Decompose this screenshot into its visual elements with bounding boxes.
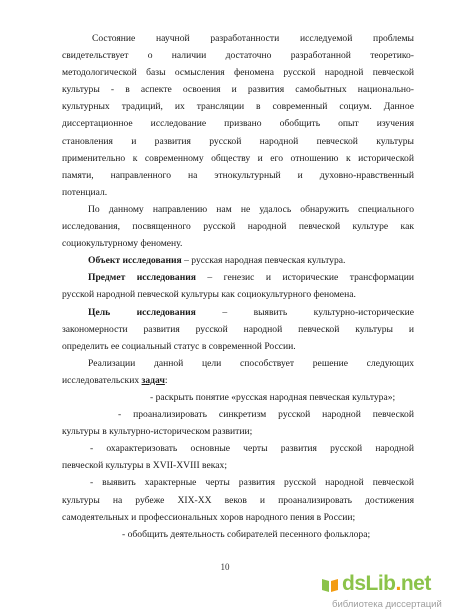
paragraph-no-special-research — [62, 201, 414, 252]
text-line: культурных традиций, их трансляции в современный социум. Данное — [62, 101, 414, 113]
text-line: становления и развития русской народной певческой культуры — [62, 135, 414, 147]
text-line — [62, 304, 414, 321]
text-line: По данному направлению нам не удалось обнаружить специального — [88, 203, 414, 215]
task-item: - раскрыть понятие «русская народная певческая культура»; — [150, 391, 396, 403]
paragraph-subject — [62, 269, 414, 303]
logo-tld: net — [400, 572, 431, 595]
tasks-label: задач — [141, 374, 165, 386]
tasks-colon: : — [164, 374, 168, 386]
task-item: - проанализировать синкретизм русской народной певческой — [118, 409, 414, 421]
dslib-watermark[interactable] — [318, 572, 450, 614]
paragraph-tasks — [62, 355, 414, 389]
page-number: 10 — [220, 562, 230, 572]
text-line — [62, 372, 414, 389]
text-line: закономерности развития русской народной певческой культуры и — [62, 323, 414, 335]
text-line: Состояние научной разработанности исследуемой проблемы — [92, 33, 414, 44]
object-label: Объект исследования — [88, 255, 182, 267]
text-line: определить ее социальный статус в современной России. — [62, 340, 296, 352]
text-line: методологической базы осмысления феномена русской народной певческой — [62, 67, 414, 79]
text-line: культуры - в аспекте освоения и развития самобытных национально- — [62, 84, 414, 96]
text-line: исследования, посвященного русской народной певческой культуре как — [62, 221, 414, 233]
paragraph-state-of-research — [62, 30, 414, 201]
task-list — [62, 389, 414, 543]
task-item: - охарактеризовать основные черты развития русской народной — [90, 443, 414, 455]
goal-label: Цель исследования — [88, 306, 196, 318]
document-page — [62, 30, 414, 543]
text-line: диссертационное исследование призвано обобщить опыт изучения — [62, 118, 414, 130]
paragraph-goal — [62, 304, 414, 355]
dslib-logo — [342, 572, 431, 596]
text-line — [62, 252, 414, 269]
paragraph-object — [62, 252, 414, 269]
text-line: социокультурному феномену. — [62, 238, 183, 250]
task-item-continuation: культуры на рубеже XIX-XX веков и проанализировать достижения — [62, 494, 414, 506]
text-line: русской народной певческой культуры как социокультурного феномена. — [62, 289, 356, 301]
subject-label: Предмет исследования — [88, 272, 196, 284]
text-line — [62, 269, 414, 286]
tasks-intro: исследовательских — [62, 374, 142, 386]
text-line: применительно к современному обществу и его отношению к исторической — [62, 152, 414, 164]
task-item-continuation: самодеятельных и профессиональных хоров народного пения в России; — [62, 511, 356, 523]
dslib-subtitle: библиотека диссертаций — [332, 599, 442, 610]
object-text: – русская народная певческая культура. — [181, 255, 346, 267]
task-item: - обобщить деятельность собирателей песенного фольклора; — [122, 528, 371, 540]
subject-text: – генезис и исторические трансформации — [195, 272, 414, 284]
logo-main: dsLib — [342, 572, 396, 595]
task-item: - выявить характерные черты развития русской народной певческой — [90, 477, 414, 489]
task-item-continuation: культуры в культурно-историческом развитии; — [62, 426, 253, 438]
text-line: потенциал. — [62, 186, 108, 198]
text-line: Реализации данной цели способствует решение следующих — [88, 357, 414, 369]
text-line: свидетельствует о наличии достаточно разработанной теоретико- — [62, 50, 414, 62]
book-icon — [320, 576, 340, 594]
text-line: памяти, направленного на этнокультурный и духовно-нравственный — [62, 169, 414, 181]
goal-text: – выявить культурно-исторические — [195, 306, 414, 318]
task-item-continuation: певческой культуры в XVII-XVIII веках; — [62, 460, 228, 472]
logo-dot: . — [395, 572, 401, 595]
